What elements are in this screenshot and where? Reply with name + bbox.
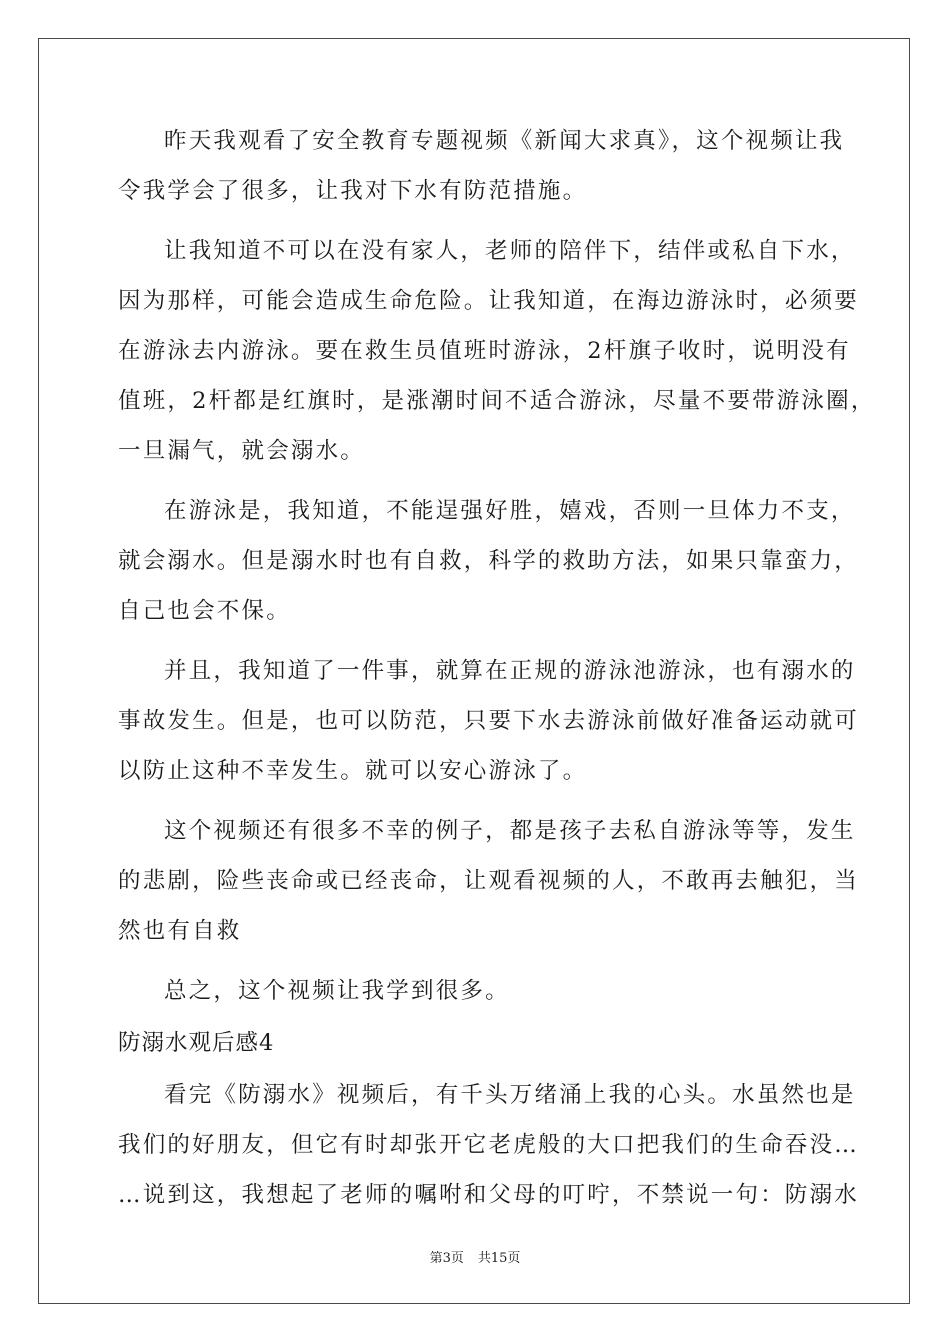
paragraph-line: 值班，2杆都是红旗时，是涨潮时间不适合游泳，尽量不要带游泳圈， xyxy=(118,388,876,414)
paragraph-line: 然也有自救 xyxy=(118,918,242,944)
paragraph-line: 自己也会不保。 xyxy=(118,598,291,624)
paragraph-line: 看完《防溺水》视频后，有千头万绪涌上我的心头。水虽然也是 xyxy=(164,1082,856,1108)
paragraph-line: 在游泳去内游泳。要在救生员值班时游泳，2杆旗子收时，说明没有 xyxy=(118,338,851,364)
paragraph-line: 并且，我知道了一件事，就算在正规的游泳池游泳，也有溺水的 xyxy=(164,658,856,684)
paragraph-line: 在游泳是，我知道，不能逞强好胜，嬉戏，否则一旦体力不支， xyxy=(164,498,856,524)
paragraph-line: 一旦漏气，就会溺水。 xyxy=(118,438,366,464)
page-number: 第3页 xyxy=(429,1251,464,1266)
paragraph-line: …说到这，我想起了老师的嘱咐和父母的叮咛，不禁说一句：防溺水 xyxy=(118,1182,860,1208)
paragraph-line: 事故发生。但是，也可以防范，只要下水去游泳前做好准备运动就可 xyxy=(118,708,860,734)
paragraph-line: 因为那样，可能会造成生命危险。让我知道，在海边游泳时，必须要 xyxy=(118,288,860,314)
paragraph-line: 令我学会了很多，让我对下水有防范措施。 xyxy=(118,178,588,204)
paragraph-line: 以防止这种不幸发生。就可以安心游泳了。 xyxy=(118,758,588,784)
paragraph-line: 这个视频还有很多不幸的例子，都是孩子去私自游泳等等，发生 xyxy=(164,818,856,844)
paragraph-line: 总之，这个视频让我学到很多。 xyxy=(164,978,510,1004)
paragraph-line: 的悲剧，险些丧命或已经丧命，让观看视频的人，不敢再去触犯，当 xyxy=(118,868,860,894)
paragraph-line: 昨天我观看了安全教育专题视频《新闻大求真》，这个视频让我 xyxy=(164,128,845,154)
paragraph-line: 让我知道不可以在没有家人，老师的陪伴下，结伴或私自下水， xyxy=(164,238,856,264)
page-footer xyxy=(0,1247,950,1266)
paragraph-line: 就会溺水。但是溺水时也有自救，科学的救助方法，如果只靠蛮力， xyxy=(118,548,860,574)
page-total: 共15页 xyxy=(477,1251,521,1266)
section-heading: 防溺水观后感4 xyxy=(118,1030,275,1056)
paragraph-line: 我们的好朋友，但它有时却张开它老虎般的大口把我们的生命吞没… xyxy=(118,1132,860,1158)
